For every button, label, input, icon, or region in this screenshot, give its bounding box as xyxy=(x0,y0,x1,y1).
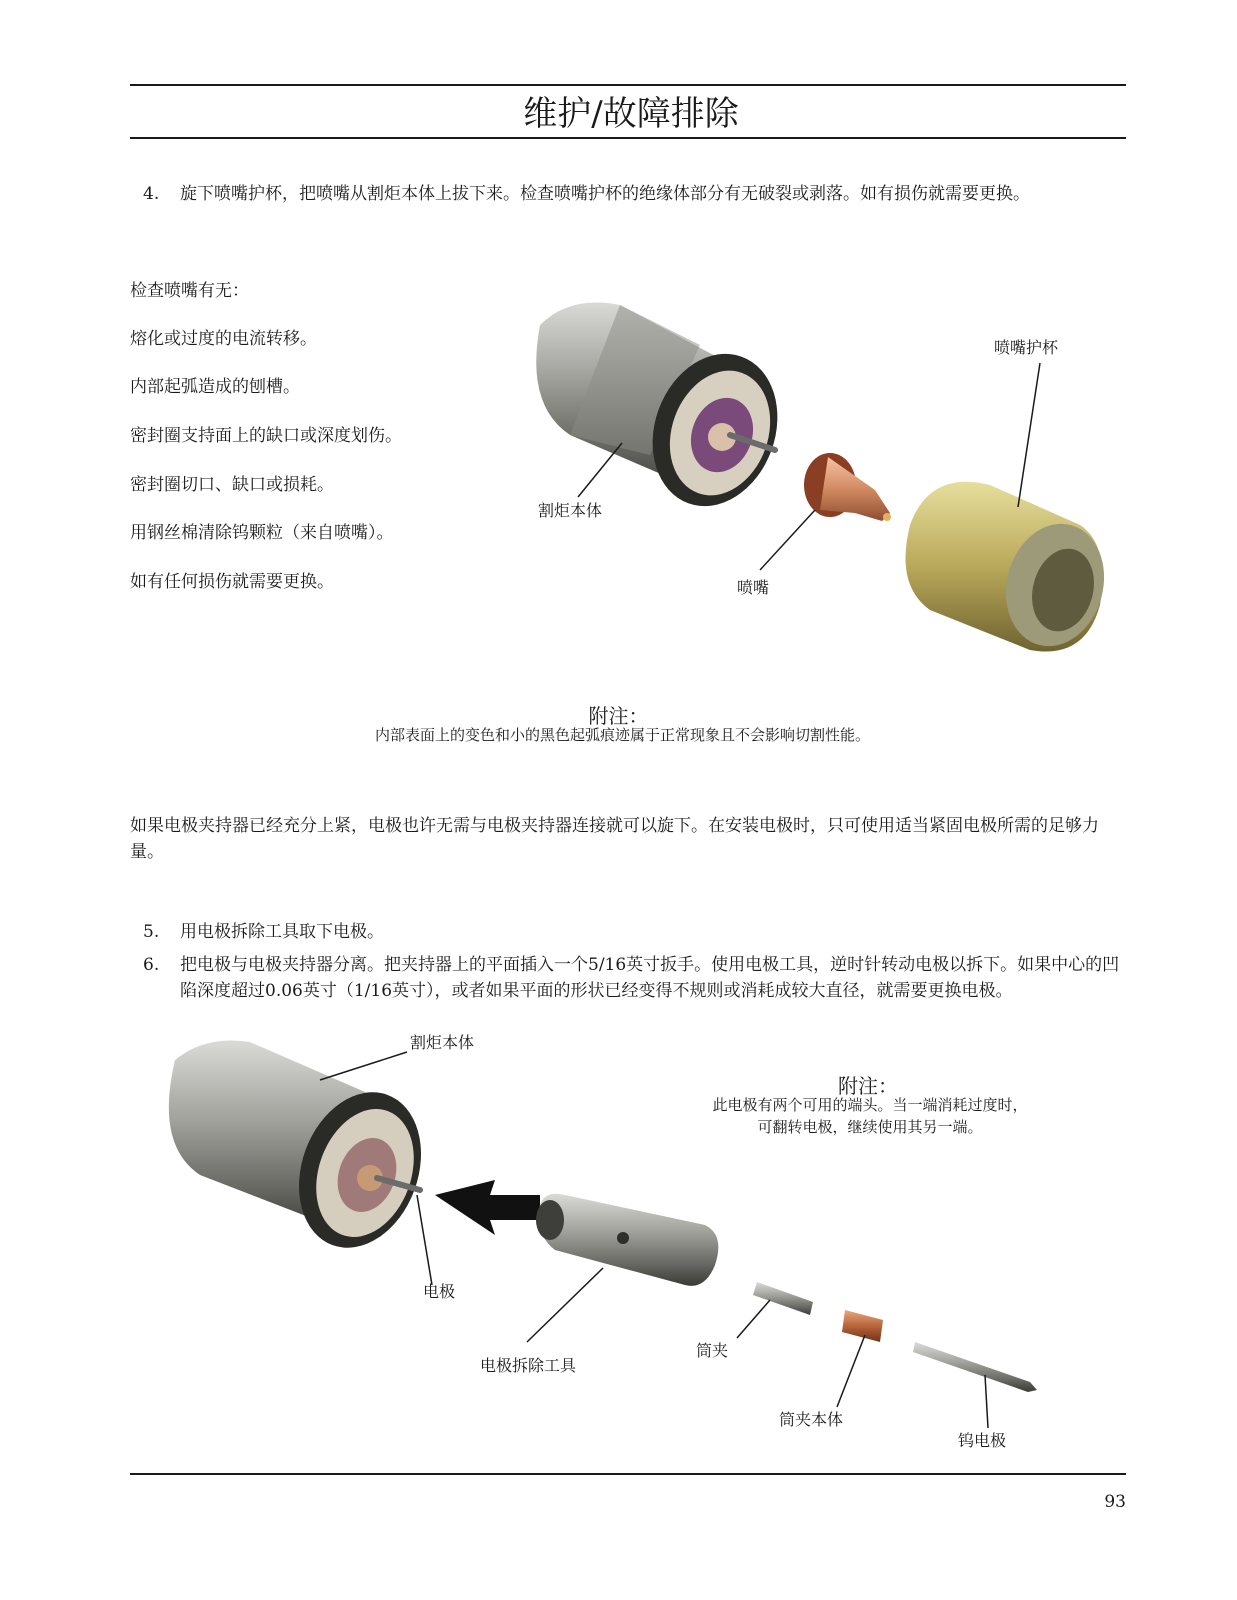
label-electrode-removal-tool: 电极拆除工具 xyxy=(480,1356,577,1375)
label-collet-body: 筒夹本体 xyxy=(779,1410,844,1429)
label-tungsten-electrode: 钨电极 xyxy=(958,1431,1007,1450)
inspect-item: 密封圈支持面上的缺口或深度划伤。 xyxy=(130,426,402,446)
electrode-holder-paragraph: 如果电极夹持器已经充分上紧，电极也许无需与电极夹持器连接就可以旋下。在安装电极时，只可使用适当紧固电极所需的足够力量。 xyxy=(130,816,1099,862)
inspect-item: 密封圈切口、缺口或损耗。 xyxy=(130,475,334,495)
step-6-number: 6. xyxy=(143,955,160,975)
note-text: 内部表面上的变色和小的黑色起弧痕迹属于正常现象且不会影响切割性能。 xyxy=(374,726,870,744)
step-6-text: 把电极与电极夹持器分离。把夹持器上的平面插入一个5/16英寸扳手。使用电极工具，逆时针转动电极以拆下。如果中心的凹陷深度超过0.06英寸（1/16英寸），或者如果平面的形状已经变得不规则或消耗成较大直径，就需要更换电极。 xyxy=(180,955,1120,1001)
inspect-heading: 检查喷嘴有无： xyxy=(130,281,249,301)
inspect-item: 如有任何损伤就需要更换。 xyxy=(130,572,334,592)
nozzle-cup-part xyxy=(906,482,1118,658)
label-nozzle-cup: 喷嘴护杯 xyxy=(994,338,1059,357)
label-torch-body: 割炬本体 xyxy=(410,1033,475,1052)
step-5-number: 5. xyxy=(143,922,160,942)
note-title: 附注： xyxy=(588,704,649,728)
note-2-line: 可翻转电极，继续使用其另一端。 xyxy=(757,1118,983,1136)
tungsten-electrode-part xyxy=(913,1342,1037,1392)
step-4-text: 旋下喷嘴护杯，把喷嘴从割炬本体上拔下来。检查喷嘴护杯的绝缘体部分有无破裂或剥落。如有损伤就需要更换。 xyxy=(180,184,1030,204)
insert-arrow xyxy=(435,1180,540,1235)
nozzle-part xyxy=(804,453,891,521)
inspect-item: 熔化或过度的电流转移。 xyxy=(130,329,317,349)
step-4-number: 4. xyxy=(143,184,160,204)
label-torch-body: 割炬本体 xyxy=(538,501,603,520)
label-nozzle: 喷嘴 xyxy=(737,578,770,597)
footer-rule xyxy=(130,1473,1126,1475)
collet-body-part xyxy=(842,1310,883,1342)
electrode-removal-tool-part xyxy=(536,1194,718,1286)
page-number: 93 xyxy=(1104,1492,1126,1512)
note-2-title: 附注： xyxy=(838,1074,898,1098)
page-title: 维护/故障排除 xyxy=(523,94,739,134)
step-5-text: 用电极拆除工具取下电极。 xyxy=(180,922,384,942)
torch-body-part xyxy=(536,303,798,524)
note-2-line: 此电极有两个可用的端头。当一端消耗过度时， xyxy=(712,1096,1028,1114)
label-electrode: 电极 xyxy=(423,1282,456,1301)
inspect-item: 用钢丝棉清除钨颗粒（来自喷嘴）。 xyxy=(130,523,394,543)
label-collet: 筒夹 xyxy=(696,1341,729,1360)
inspect-item: 内部起弧造成的刨槽。 xyxy=(130,377,300,397)
header-bottom-rule xyxy=(130,137,1126,139)
torch-body-part xyxy=(169,1040,442,1265)
